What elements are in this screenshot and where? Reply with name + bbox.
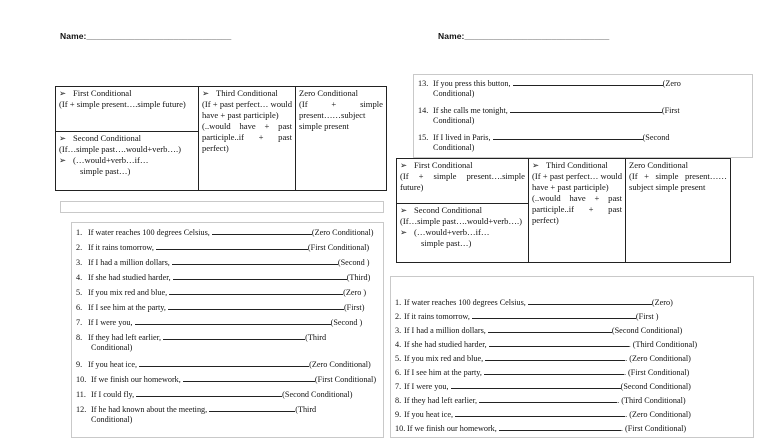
exercise-line: 5. If you mix red and blue, . (Zero Conditional) <box>395 354 691 363</box>
exercise-line: 10. If we finish our homework, . (First Conditional) <box>395 424 687 433</box>
exercise-line: 3. If I had a million dollars, (Second ) <box>76 258 370 267</box>
arrow-bullet-icon: ➢ <box>400 160 408 170</box>
left-header-box <box>60 201 384 213</box>
name-field-right: Name:______________________________ <box>438 31 610 41</box>
arrow-bullet-icon: ➢ <box>59 88 67 98</box>
exercise-line: 1. If water reaches 100 degrees Celsius, (Zero Conditional) <box>76 228 374 237</box>
exercise-line: 8. If they had left earlier, (Third Conditional) <box>76 333 327 352</box>
zero-conditional-cell <box>296 87 387 191</box>
exercise-line: 13. If you press this button, (Zero Conditional) <box>418 79 681 98</box>
third-conditional-formula: (If + past perfect… would have + past participle) <box>202 99 292 120</box>
first-conditional-cell <box>397 159 529 204</box>
exercise-line: 5. If you mix red and blue, (Zero ) <box>76 288 367 297</box>
exercise-line: 1. If water reaches 100 degrees Celsius, (Zero) <box>395 298 673 307</box>
conditionals-table-left <box>55 86 387 191</box>
conditionals-table-right <box>396 158 731 263</box>
third-conditional-title: Third Conditional <box>546 160 608 170</box>
exercise-line: 15. If I lived in Paris, (Second Conditional) <box>418 133 670 152</box>
exercise-line: 6. If I see him at the party, . (First Conditional) <box>395 368 690 377</box>
exercise-line: 9. If you heat ice, (Zero Conditional) <box>76 360 371 369</box>
exercise-line: 8. If they had left earlier, . (Third Conditional) <box>395 396 686 405</box>
second-conditional-title: Second Conditional <box>73 133 142 143</box>
right-exercise-box <box>390 276 754 438</box>
second-conditional-line1: (If…simple past….would+verb….) <box>400 216 523 226</box>
zero-conditional-title: Zero Conditional <box>629 160 688 170</box>
first-conditional-cell <box>56 87 199 132</box>
arrow-bullet-icon: ➢ <box>59 155 67 165</box>
exercise-line: 6. If I see him at the party, (First) <box>76 303 365 312</box>
zero-conditional-cell <box>626 159 731 263</box>
arrow-bullet-icon: ➢ <box>59 133 67 143</box>
second-conditional-line1: (If…simple past….would+verb….) <box>59 144 182 154</box>
zero-conditional-title: Zero Conditional <box>299 88 358 98</box>
exercise-line: 12. If he had known about the meeting, (Third Conditional) <box>76 405 317 424</box>
third-conditional-title: Third Conditional <box>216 88 278 98</box>
zero-conditional-formula: (If + simple present……subject simple present <box>629 171 727 192</box>
third-conditional-cell <box>199 87 296 191</box>
second-conditional-line3: simple past…) <box>80 166 131 176</box>
exercise-line: 7. If I were you, (Second Conditional) <box>395 382 691 391</box>
first-conditional-title: First Conditional <box>414 160 473 170</box>
second-conditional-line2: (…would+verb…if… <box>73 155 149 165</box>
arrow-bullet-icon: ➢ <box>400 227 408 237</box>
exercise-line: 4. If she had studied harder, (Third) <box>76 273 371 282</box>
third-conditional-extra: (..would have + past participle..if + past perfect) <box>202 121 292 153</box>
second-conditional-cell <box>397 204 529 263</box>
exercise-line: 9. If you heat ice, . (Zero Conditional) <box>395 410 691 419</box>
left-exercise-box <box>71 222 384 438</box>
second-conditional-line2: (…would+verb…if… <box>414 227 490 237</box>
exercise-line: 2. If it rains tomorrow, (First Conditional) <box>76 243 370 252</box>
exercise-line: 2. If it rains tomorrow, (First ) <box>395 312 659 321</box>
zero-conditional-formula: (If + simple present……subject simple present <box>299 99 383 131</box>
second-conditional-line3: simple past…) <box>421 238 472 248</box>
right-top-exercise-box <box>413 74 753 158</box>
exercise-line: 4. If she had studied harder, . (Third Conditional) <box>395 340 698 349</box>
exercise-line: 7. If I were you, (Second ) <box>76 318 363 327</box>
exercise-line: 3. If I had a million dollars, (Second Conditional) <box>395 326 683 335</box>
second-conditional-cell <box>56 132 199 191</box>
third-conditional-extra: (..would have + past participle..if + past perfect) <box>532 193 622 225</box>
second-conditional-title: Second Conditional <box>414 205 483 215</box>
first-conditional-formula: (If + simple present….simple future) <box>59 99 186 109</box>
arrow-bullet-icon: ➢ <box>532 160 540 170</box>
arrow-bullet-icon: ➢ <box>400 205 408 215</box>
exercise-line: 11. If I could fly, (Second Conditional) <box>76 390 353 399</box>
third-conditional-formula: (If + past perfect… would have + past participle) <box>532 171 622 192</box>
arrow-bullet-icon: ➢ <box>202 88 210 98</box>
third-conditional-cell <box>529 159 626 263</box>
exercise-line: 14. If she calls me tonight, (First Conditional) <box>418 106 680 125</box>
first-conditional-formula: (If + simple present….simple future) <box>400 171 525 192</box>
exercise-line: 10. If we finish our homework, (First Conditional) <box>76 375 377 384</box>
first-conditional-title: First Conditional <box>73 88 132 98</box>
name-field-left: Name:______________________________ <box>60 31 232 41</box>
